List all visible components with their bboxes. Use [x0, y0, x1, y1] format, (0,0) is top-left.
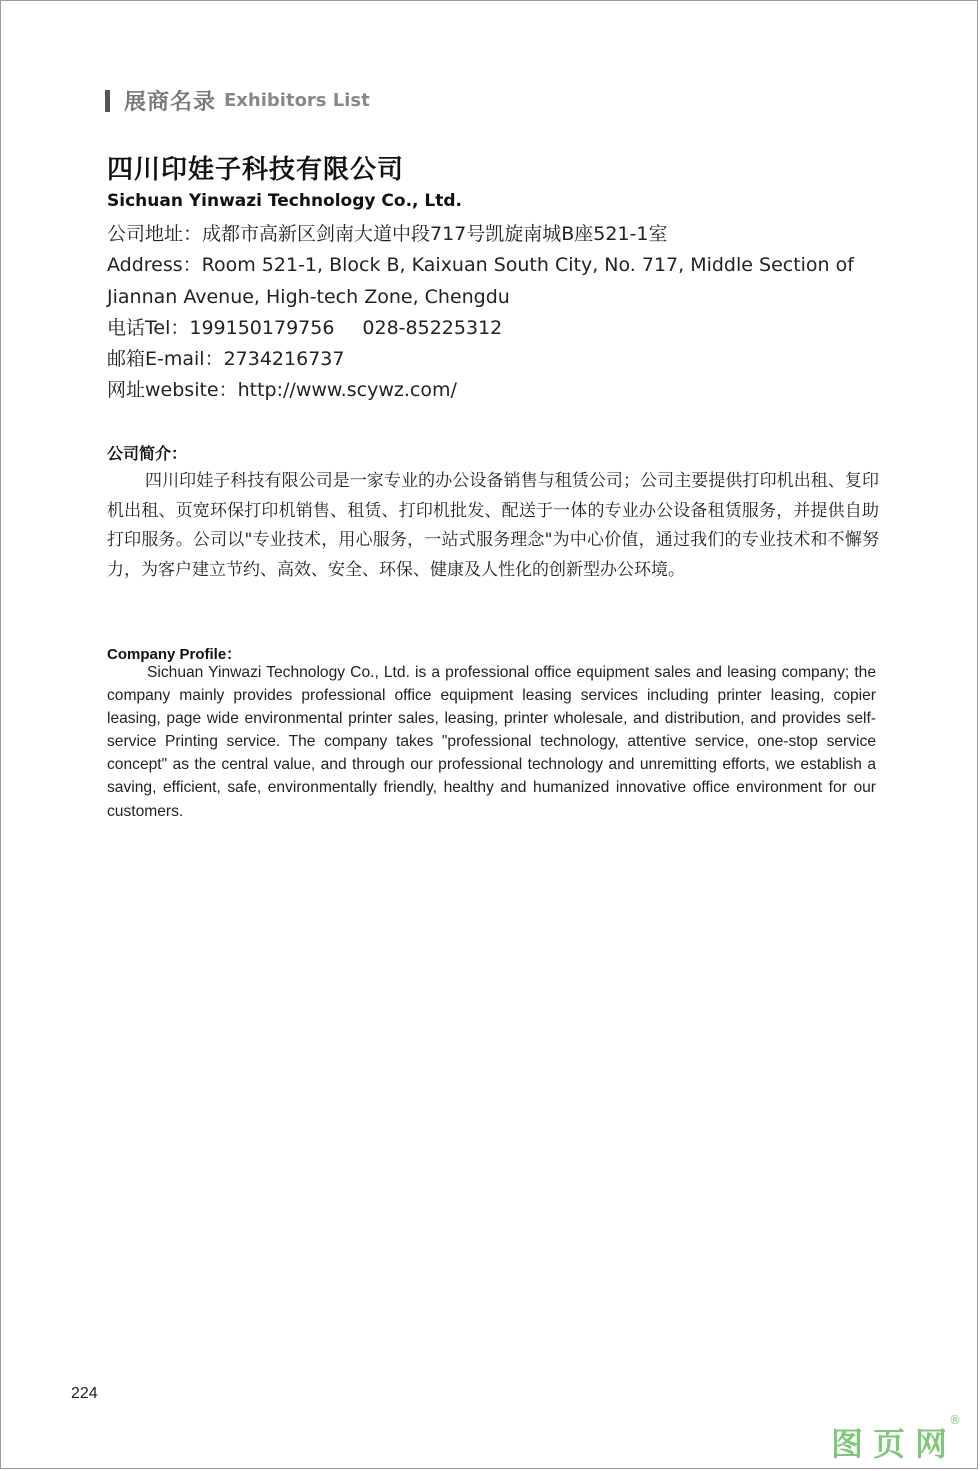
section-header: [105, 85, 370, 116]
header-accent-bar: [105, 90, 110, 112]
watermark-logo: [830, 1413, 961, 1465]
tel-number-2: 028-85225312: [362, 316, 503, 339]
telephone: [107, 313, 882, 344]
watermark-text: 图页网: [830, 1425, 957, 1463]
email: 邮箱E-mail：2734216737: [107, 348, 345, 371]
address-en: Address：Room 521-1, Block B, Kaixuan South City, No. 717, Middle Section of Jiannan Avenue, High-tech Zone, Chengdu: [107, 254, 854, 308]
profile-body-en: Sichuan Yinwazi Technology Co., Ltd. is a professional office equipment sales and leasing company; the company mainly provides professional office equipment leasing services including printer leasing, copier leasing, page wide environmental printer sales, leasing, printer wholesale, and distribution, and provides self-service Printing service. The company takes "professional technology, attentive service, one-stop service concept" as the central value, and through our professional technology and unremitting efforts, we establish a saving, efficient, safe, environmentally friendly, healthy and humanized innovative office environment for our customers.: [107, 664, 876, 820]
tel-label: 电话Tel：: [107, 316, 190, 339]
address-zh: 公司地址：成都市高新区剑南大道中段717号凯旋南城B座521-1室: [107, 223, 668, 245]
company-name-en: Sichuan Yinwazi Technology Co., Ltd.: [107, 191, 462, 211]
company-name-zh: 四川印娃子科技有限公司: [107, 155, 405, 185]
header-title-en: Exhibitors List: [224, 90, 370, 111]
page-number: 224: [71, 1385, 98, 1402]
header-title-zh: 展商名录: [124, 90, 217, 115]
profile-title-en: Company Profile：: [107, 646, 242, 663]
profile-body-zh: 四川印娃子科技有限公司是一家专业的办公设备销售与租赁公司；公司主要提供打印机出租、复印机出租、页宽环保打印机销售、租赁、打印机批发、配送于一体的专业办公设备租赁服务，并提供自助打印服务。公司以"专业技术，用心服务，一站式服务理念"为中心价值，通过我们的专业技术和不懈努力，为客户建立节约、高效、安全、环保、健康及人性化的创新型办公环境。: [107, 471, 879, 580]
website: 网址website：http://www.scywz.com/: [107, 379, 457, 402]
registered-mark: ®: [949, 1413, 961, 1427]
profile-title-zh: 公司简介：: [107, 444, 188, 463]
contact-info: [107, 219, 882, 407]
tel-number-1: 19915017975​6: [189, 316, 335, 339]
